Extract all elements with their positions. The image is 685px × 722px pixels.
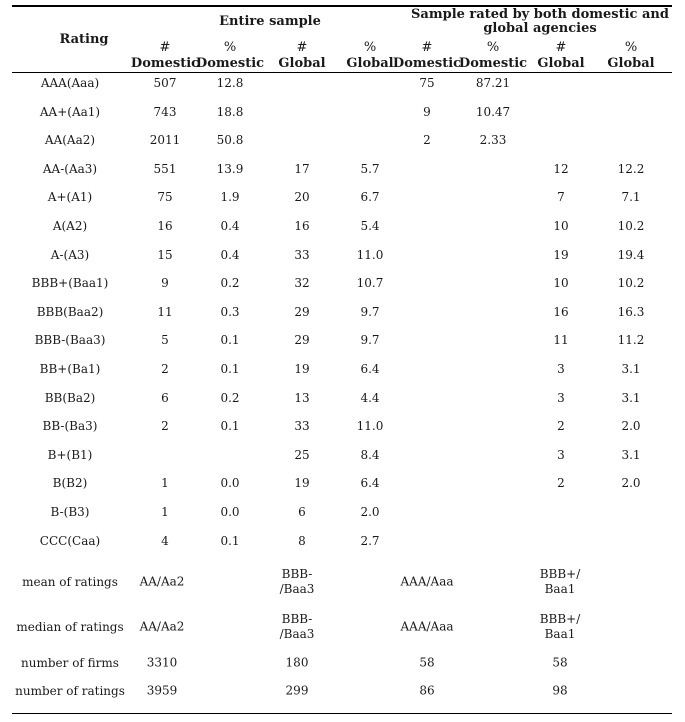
value-cell: 11.0	[356, 419, 384, 434]
value-cell: 9.7	[360, 333, 380, 348]
value-cell: 16.3	[617, 304, 645, 319]
rating-label: A-(A3)	[50, 247, 90, 262]
summary-line: /Baa3	[279, 582, 315, 596]
summary-line: /Baa3	[279, 627, 315, 641]
summary-domestic: 3959	[146, 683, 178, 698]
value-cell: 16	[294, 219, 310, 233]
value-cell: 1.9	[220, 190, 240, 205]
value-cell: 19	[294, 362, 310, 376]
summary-domestic: AA/Aa2	[139, 574, 185, 589]
value-cell: 2.0	[621, 476, 641, 491]
value-cell: 0.0	[220, 505, 240, 519]
value-cell: 19	[553, 247, 569, 262]
summary-line: BBB-	[281, 612, 313, 626]
value-cell: 87.21	[475, 76, 511, 90]
value-cell: 12	[553, 161, 569, 176]
value-cell: 12.2	[617, 161, 645, 176]
rating-label: AAA(Aaa)	[40, 76, 100, 90]
column-header-label: Global	[607, 56, 655, 71]
rating-label: BB(Ba2)	[44, 390, 96, 405]
value-cell: 8.4	[360, 447, 380, 462]
value-cell: 3.1	[621, 447, 641, 462]
summary-line: 299	[285, 683, 309, 698]
value-cell: 3.1	[621, 362, 641, 376]
value-cell: 18.8	[216, 104, 244, 119]
column-header-symbol: #	[159, 40, 171, 55]
summary-domestic: AA/Aa2	[139, 619, 185, 634]
value-cell: 10	[553, 219, 569, 233]
value-cell: 16	[553, 304, 569, 319]
value-cell: 0.1	[220, 419, 240, 434]
value-cell: 10.47	[475, 104, 511, 119]
value-cell: 0.4	[220, 247, 240, 262]
column-header	[346, 40, 393, 72]
value-cell: 75	[419, 76, 435, 90]
value-cell: 0.1	[220, 362, 240, 376]
value-cell: 2.0	[621, 419, 641, 434]
summary-label: number of firms	[21, 656, 119, 670]
both-sample-header	[410, 8, 670, 36]
column-header	[196, 40, 264, 72]
summary-line: 58	[552, 655, 568, 670]
summary-label: mean of ratings	[22, 575, 118, 589]
value-cell: 0.2	[220, 390, 240, 405]
value-cell: 11.2	[617, 333, 645, 348]
value-cell: 12.8	[216, 76, 244, 90]
value-cell: 13	[294, 390, 310, 405]
column-header	[393, 40, 461, 72]
summary-global	[286, 656, 309, 671]
value-cell: 3	[557, 390, 565, 405]
rating-label: BBB(Baa2)	[36, 304, 104, 319]
value-cell: 3	[557, 362, 565, 376]
column-header-symbol: #	[296, 40, 308, 55]
column-header-symbol: #	[421, 40, 433, 55]
value-cell: 1	[161, 476, 169, 491]
summary-both-global	[552, 656, 567, 671]
summary-line: BBB-	[281, 567, 313, 581]
summary-both-domestic: 58	[419, 655, 435, 670]
rating-label: BBB-(Baa3)	[34, 333, 106, 348]
value-cell: 5	[161, 333, 169, 348]
value-cell: 29	[294, 333, 310, 348]
value-cell: 2	[557, 419, 565, 434]
value-cell: 19.4	[617, 247, 645, 262]
value-cell: 2	[423, 133, 431, 148]
value-cell: 10.2	[617, 219, 645, 233]
value-cell: 20	[294, 190, 310, 205]
value-cell: 10	[553, 276, 569, 291]
value-cell: 17	[294, 161, 310, 176]
summary-both-domestic: 86	[419, 683, 435, 698]
value-cell: 7.1	[621, 190, 641, 205]
value-cell: 6.4	[360, 362, 380, 376]
value-cell: 29	[294, 304, 310, 319]
value-cell: 5.7	[360, 161, 380, 176]
value-cell: 32	[294, 276, 310, 291]
value-cell: 0.4	[220, 219, 240, 233]
column-header	[278, 40, 325, 72]
value-cell: 10.7	[356, 276, 384, 291]
rating-label: A+(A1)	[47, 190, 93, 205]
value-cell: 0.0	[220, 476, 240, 491]
summary-line: 98	[552, 683, 568, 698]
value-cell: 75	[157, 190, 173, 205]
rating-label: B-(B3)	[50, 505, 90, 519]
value-cell: 9.7	[360, 304, 380, 319]
summary-both-global	[552, 684, 567, 699]
value-cell: 2.33	[479, 133, 507, 148]
rating-label: AA(Aa2)	[44, 133, 96, 148]
summary-global	[280, 567, 315, 597]
column-header-symbol: %	[624, 40, 638, 55]
value-cell: 10.2	[617, 276, 645, 291]
value-cell: 4	[161, 533, 169, 548]
value-cell: 19	[294, 476, 310, 491]
value-cell: 2011	[149, 133, 181, 148]
summary-line: 180	[285, 655, 309, 670]
value-cell: 2.7	[360, 533, 380, 548]
value-cell: 33	[294, 419, 310, 434]
column-header-label: Domestic	[458, 56, 528, 71]
value-cell: 11	[157, 304, 173, 319]
summary-both-global	[540, 612, 581, 642]
column-header-symbol: %	[223, 40, 237, 55]
summary-line: Baa1	[544, 627, 576, 641]
column-header-label: Global	[346, 56, 394, 71]
value-cell: 0.3	[220, 304, 240, 319]
column-header-label: Domestic	[195, 56, 265, 71]
value-cell: 16	[157, 219, 173, 233]
value-cell: 4.4	[360, 390, 380, 405]
value-cell: 11.0	[356, 247, 384, 262]
value-cell: 3	[557, 447, 565, 462]
both-sample-header-line1: Sample rated by both domestic and	[411, 7, 669, 22]
both-sample-header-line2: global agencies	[483, 21, 597, 36]
value-cell: 0.1	[220, 333, 240, 348]
value-cell: 551	[153, 161, 177, 176]
value-cell: 0.1	[220, 533, 240, 548]
column-header	[459, 40, 527, 72]
value-cell: 9	[161, 276, 169, 291]
rating-label: A(A2)	[52, 219, 88, 233]
table-bottom-rule	[12, 713, 672, 714]
column-header-symbol: %	[363, 40, 377, 55]
value-cell: 3.1	[621, 390, 641, 405]
column-header-symbol: %	[486, 40, 500, 55]
value-cell: 0.2	[220, 276, 240, 291]
rating-label: AA-(Aa3)	[42, 161, 98, 176]
entire-sample-header: Entire sample	[219, 14, 321, 29]
value-cell: 33	[294, 247, 310, 262]
column-header	[131, 40, 199, 72]
value-cell: 50.8	[216, 133, 244, 148]
summary-domestic: 3310	[146, 655, 178, 670]
summary-label: median of ratings	[16, 620, 124, 634]
summary-line: Baa1	[544, 582, 576, 596]
value-cell: 743	[153, 104, 177, 119]
rating-column-header: Rating	[59, 32, 109, 47]
rating-label: BB+(Ba1)	[39, 362, 101, 376]
value-cell: 25	[294, 447, 310, 462]
rating-label: B+(B1)	[47, 447, 93, 462]
rating-label: CCC(Caa)	[39, 533, 101, 548]
summary-global	[280, 612, 315, 642]
column-header-label: Global	[537, 56, 585, 71]
column-header-label: Global	[278, 56, 326, 71]
column-header-label: Domestic	[392, 56, 462, 71]
summary-global	[286, 684, 309, 699]
rating-label: AA+(Aa1)	[39, 104, 101, 119]
value-cell: 6.4	[360, 476, 380, 491]
summary-both-domestic: AAA/Aaa	[400, 574, 454, 589]
value-cell: 15	[157, 247, 173, 262]
header-bottom-rule	[12, 72, 672, 73]
value-cell: 2.0	[360, 505, 380, 519]
summary-both-domestic: AAA/Aaa	[400, 619, 454, 634]
rating-label: BB-(Ba3)	[42, 419, 98, 434]
value-cell: 6	[298, 505, 306, 519]
rating-label: B(B2)	[52, 476, 88, 491]
value-cell: 11	[553, 333, 569, 348]
summary-both-global	[540, 567, 581, 597]
column-header	[537, 40, 584, 72]
value-cell: 9	[423, 104, 431, 119]
value-cell: 5.4	[360, 219, 380, 233]
value-cell: 507	[153, 76, 177, 90]
summary-label: number of ratings	[15, 684, 125, 698]
column-header-label: Domestic	[130, 56, 200, 71]
summary-line: BBB+/	[539, 567, 581, 581]
value-cell: 6	[161, 390, 169, 405]
value-cell: 8	[298, 533, 306, 548]
rating-label: BBB+(Baa1)	[31, 276, 109, 291]
value-cell: 1	[161, 505, 169, 519]
value-cell: 7	[557, 190, 565, 205]
value-cell: 2	[557, 476, 565, 491]
summary-line: BBB+/	[539, 612, 581, 626]
value-cell: 13.9	[216, 161, 244, 176]
value-cell: 2	[161, 419, 169, 434]
column-header-symbol: #	[555, 40, 567, 55]
value-cell: 2	[161, 362, 169, 376]
value-cell: 6.7	[360, 190, 380, 205]
column-header	[607, 40, 654, 72]
